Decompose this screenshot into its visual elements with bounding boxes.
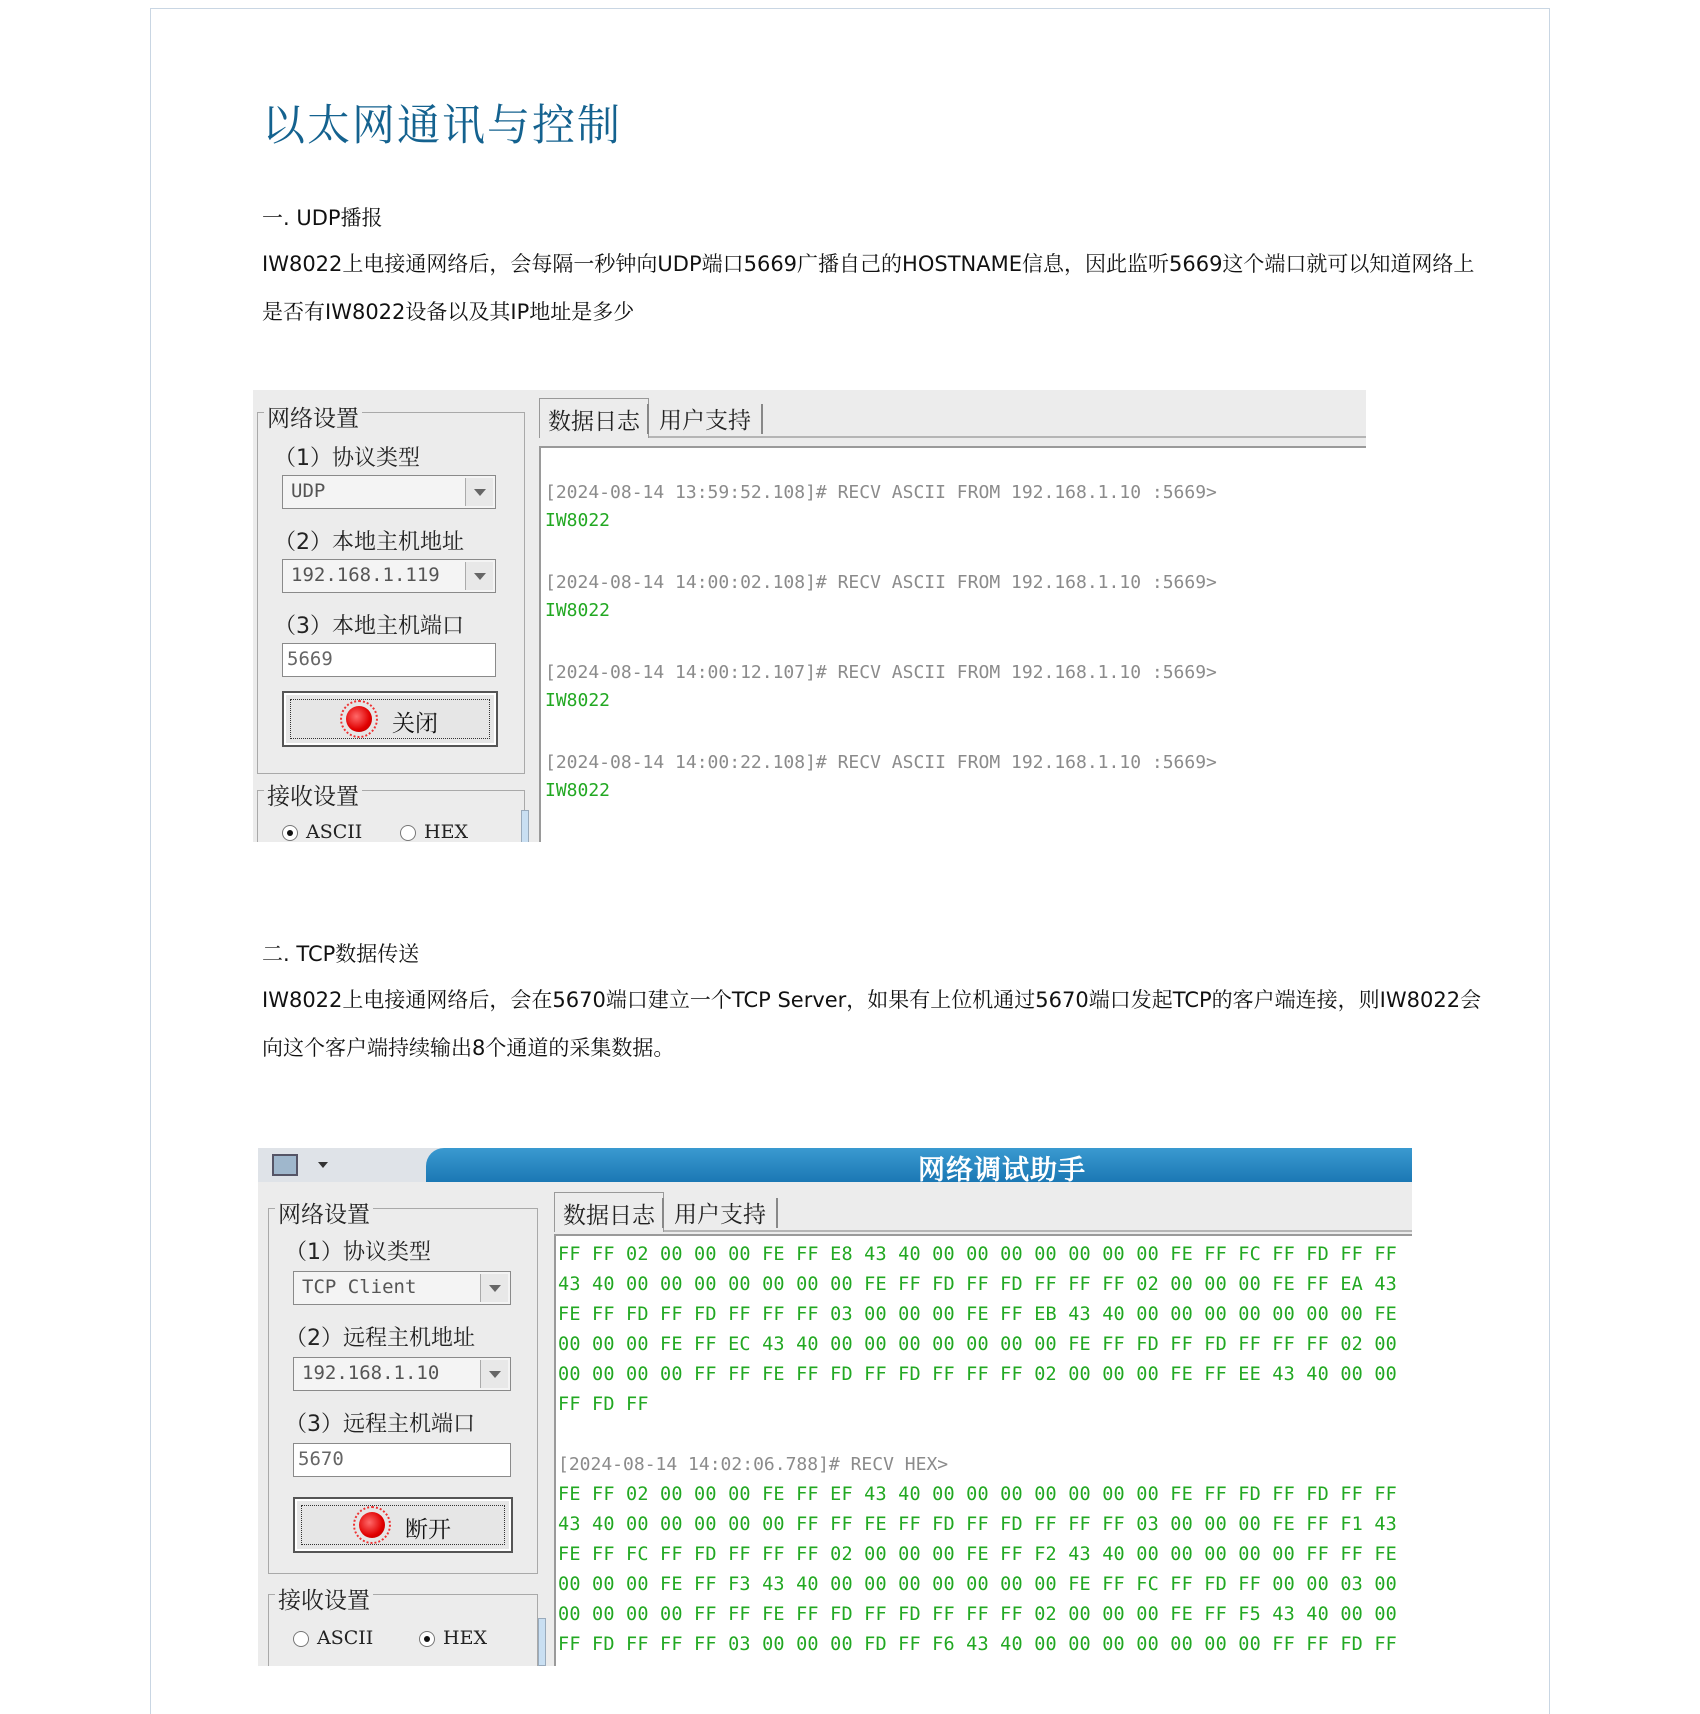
radio-checked-icon [282, 825, 298, 841]
radio-ascii[interactable] [293, 1627, 373, 1649]
scrollbar[interactable] [538, 1618, 546, 1666]
chevron-down-icon[interactable] [480, 1360, 508, 1388]
receive-settings-group [268, 1588, 538, 1666]
status-led-icon [346, 706, 372, 732]
disconnect-button-label: 断开 [405, 1517, 451, 1543]
radio-hex-label: HEX [443, 1627, 487, 1649]
log-body: IW8022 [545, 780, 611, 801]
group-title: 网络设置 [264, 400, 362, 433]
radio-checked-icon [419, 1631, 435, 1647]
tab-data-log[interactable]: 数据日志 [539, 398, 649, 438]
host-label: （2）本地主机地址 [274, 530, 464, 555]
chevron-down-icon[interactable] [480, 1274, 508, 1302]
log-header: [2024-08-14 14:00:12.107]# RECV ASCII FROM 192.168.1.10 :5669> [545, 662, 1217, 683]
section2-paragraph: IW8022上电接通网络后，会在5670端口建立一个TCP Server，如果有上位机通过5670端口发起TCP的客户端连接，则IW8022会向这个客户端持续输出8个通道的采集数据。 [262, 988, 1482, 1060]
log-body: IW8022 [545, 510, 611, 531]
radio-hex[interactable] [400, 821, 468, 842]
port-label: （3）本地主机端口 [274, 614, 464, 639]
tab-separator [647, 404, 649, 434]
protocol-select[interactable] [282, 475, 496, 509]
tab-bar [539, 390, 1366, 438]
hex-line: 00 00 00 00 FF FF FE FF FD FF FD FF FF FF 02 00 00 00 FE FF F5 43 40 00 00 [558, 1604, 1398, 1625]
close-button-label: 关闭 [392, 711, 438, 737]
tab-user-support[interactable]: 用户支持 [674, 1202, 766, 1228]
log-header: [2024-08-14 14:00:22.108]# RECV ASCII FROM 192.168.1.10 :5669> [545, 752, 1217, 773]
radio-ascii-label: ASCII [306, 821, 363, 842]
tab-user-support[interactable]: 用户支持 [659, 408, 751, 434]
port-input[interactable]: 5669 [282, 643, 496, 677]
section2-heading: 二. TCP数据传送 [262, 942, 420, 966]
close-button[interactable] [282, 691, 498, 747]
group-title: 接收设置 [275, 1582, 373, 1615]
log-body: IW8022 [545, 600, 611, 621]
hex-line: FE FF FC FF FD FF FF FF 02 00 00 00 FE FF F2 43 40 00 00 00 00 00 FF FF FE [558, 1544, 1398, 1565]
group-title: 网络设置 [275, 1196, 373, 1229]
receive-settings-group [257, 784, 525, 842]
log-header: [2024-08-14 13:59:52.108]# RECV ASCII FROM 192.168.1.10 :5669> [545, 482, 1217, 503]
hex-line: 00 00 00 FE FF F3 43 40 00 00 00 00 00 00 00 FE FF FC FF FD FF 00 00 03 00 [558, 1574, 1398, 1595]
network-settings-group [268, 1202, 538, 1574]
tab-data-log[interactable]: 数据日志 [554, 1192, 664, 1232]
host-label: （2）远程主机地址 [285, 1326, 475, 1351]
window-titlebar [258, 1148, 1412, 1186]
page-title: 以太网通讯与控制 [262, 101, 622, 151]
log-header: [2024-08-14 14:02:06.788]# RECV HEX> [558, 1454, 949, 1475]
udp-screenshot [253, 390, 1366, 842]
protocol-label: （1）协议类型 [274, 446, 420, 471]
radio-unchecked-icon [293, 1631, 309, 1647]
tcp-screenshot [258, 1148, 1412, 1666]
tab-separator [761, 404, 763, 434]
protocol-select[interactable] [293, 1271, 511, 1305]
tab-separator [776, 1198, 778, 1228]
hex-line: FF FF 02 00 00 00 FE FF E8 43 40 00 00 00 00 00 00 00 FE FF FC FF FD FF FF [558, 1244, 1398, 1265]
hex-line: FE FF 02 00 00 00 FE FF EF 43 40 00 00 00 00 00 00 00 FE FF FD FF FD FF FF [558, 1484, 1398, 1505]
radio-unchecked-icon [400, 825, 416, 841]
section1-paragraph: IW8022上电接通网络后，会每隔一秒钟向UDP端口5669广播自己的HOSTNAME信息，因此监听5669这个端口就可以知道网络上是否有IW8022设备以及其IP地址是多少 [262, 252, 1475, 324]
protocol-value: UDP [291, 480, 326, 502]
tab-bar [554, 1184, 1412, 1232]
hex-line: FF FD FF FF FF 03 00 00 00 FD FF F6 43 40 00 00 00 00 00 00 00 FF FF FD FF [558, 1634, 1398, 1655]
protocol-label: （1）协议类型 [285, 1240, 431, 1265]
disconnect-button[interactable] [293, 1497, 513, 1553]
host-select[interactable] [293, 1357, 511, 1391]
hex-line: FF FD FF [558, 1394, 649, 1415]
port-input[interactable]: 5670 [293, 1443, 511, 1477]
log-body: IW8022 [545, 690, 611, 711]
window-title: 网络调试助手 [918, 1155, 1086, 1186]
status-led-icon [359, 1512, 385, 1538]
host-value: 192.168.1.119 [291, 564, 440, 586]
log-header: [2024-08-14 14:00:02.108]# RECV ASCII FROM 192.168.1.10 :5669> [545, 572, 1217, 593]
caret-down-icon[interactable] [318, 1162, 328, 1168]
radio-ascii[interactable] [282, 821, 362, 842]
radio-hex[interactable] [419, 1627, 487, 1649]
group-title: 接收设置 [264, 778, 362, 811]
radio-hex-label: HEX [424, 821, 468, 842]
host-select[interactable] [282, 559, 496, 593]
scrollbar[interactable] [521, 810, 529, 842]
tab-separator [662, 1198, 664, 1228]
section1-heading: 一. UDP播报 [262, 206, 383, 230]
host-value: 192.168.1.10 [302, 1362, 440, 1384]
protocol-value: TCP Client [302, 1276, 417, 1298]
button-focus-rect [301, 1505, 505, 1545]
button-focus-rect [290, 699, 490, 739]
hex-line: FE FF FD FF FD FF FF FF 03 00 00 00 FE FF EB 43 40 00 00 00 00 00 00 00 FE [558, 1304, 1398, 1325]
port-label: （3）远程主机端口 [285, 1412, 475, 1437]
hex-line: 00 00 00 FE FF EC 43 40 00 00 00 00 00 00 00 FE FF FD FF FD FF FF FF 02 00 [558, 1334, 1398, 1355]
hex-line: 43 40 00 00 00 00 00 00 00 FE FF FD FF FD FF FF FF 02 00 00 00 FE FF EA 43 [558, 1274, 1398, 1295]
hex-line: 00 00 00 00 FF FF FE FF FD FF FD FF FF FF 02 00 00 00 FE FF EE 43 40 00 00 [558, 1364, 1398, 1385]
hex-line: 43 40 00 00 00 00 00 FF FF FE FF FD FF FD FF FF FF 03 00 00 00 FE FF F1 43 [558, 1514, 1398, 1535]
radio-ascii-label: ASCII [317, 1627, 374, 1649]
network-settings-group [257, 406, 525, 774]
data-log-pane[interactable] [554, 1234, 1412, 1666]
network-app-icon[interactable] [272, 1154, 298, 1176]
chevron-down-icon[interactable] [465, 562, 493, 590]
data-log-pane[interactable] [539, 446, 1366, 842]
chevron-down-icon[interactable] [465, 478, 493, 506]
